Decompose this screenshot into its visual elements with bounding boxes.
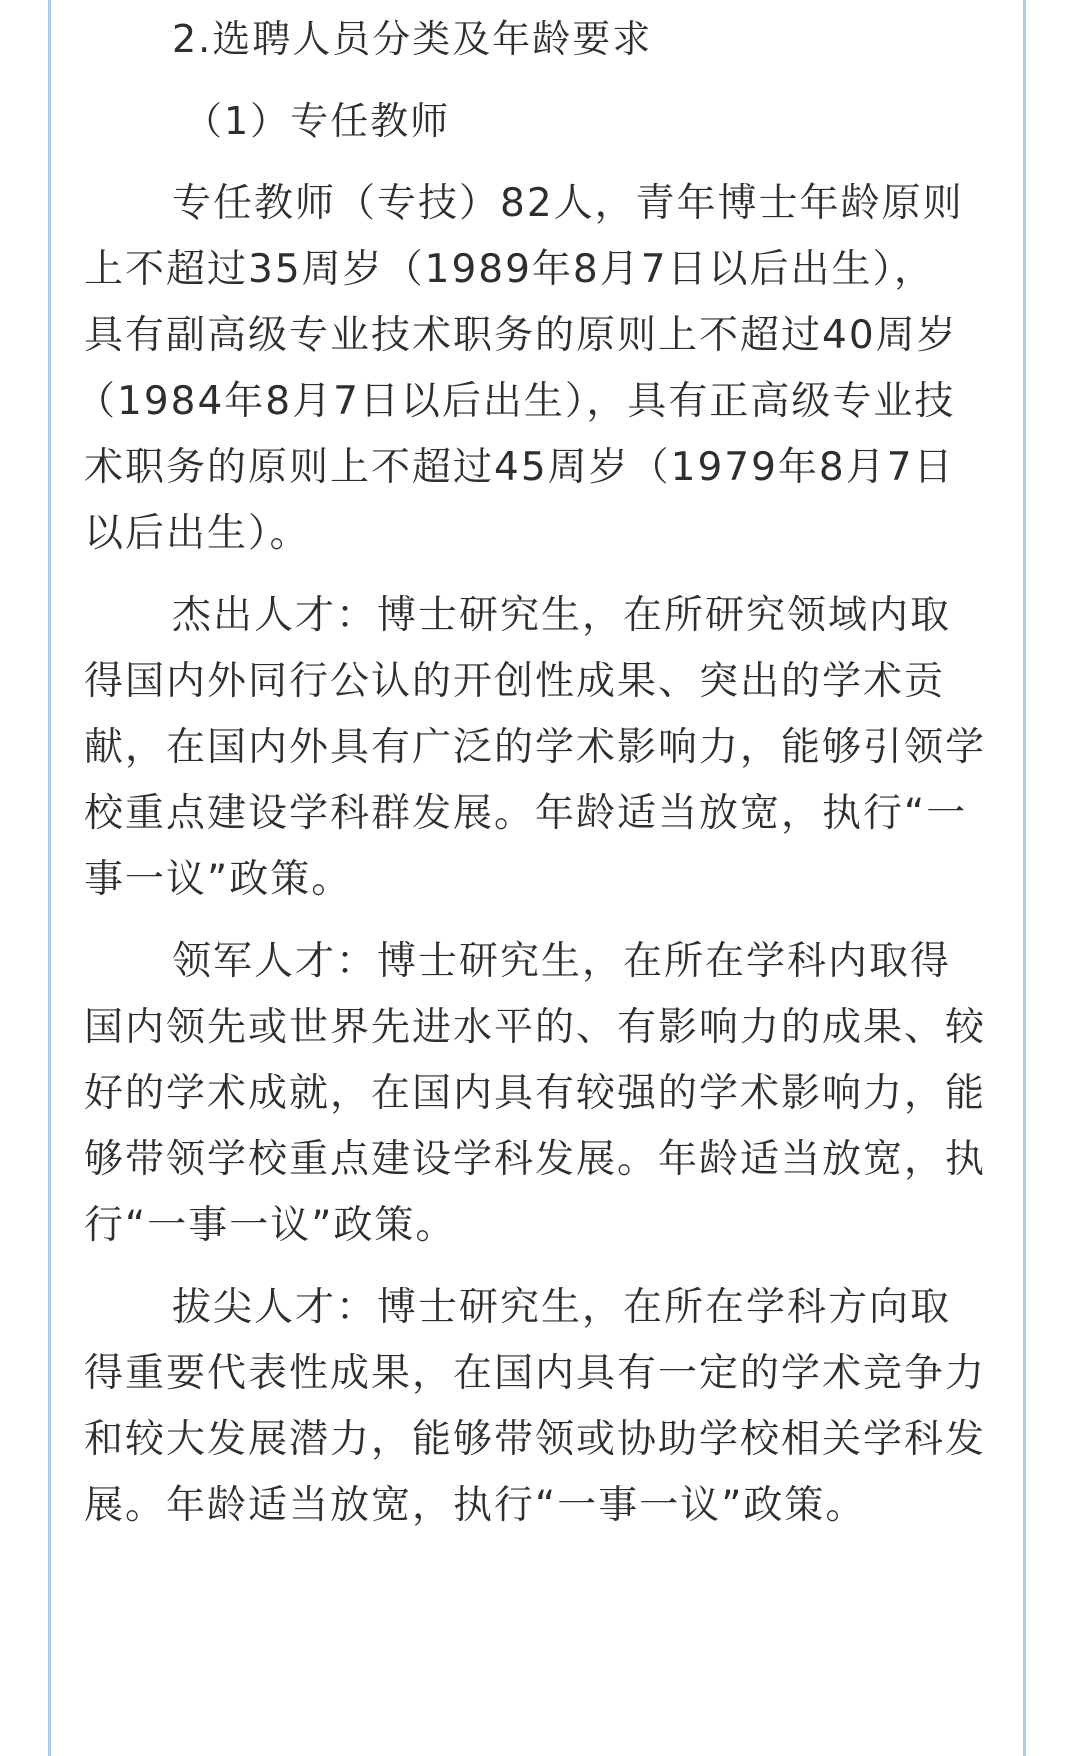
section-heading: 2.选聘人员分类及年龄要求 [172, 17, 653, 61]
paragraph-line: 专任教师（专技）82人，青年博士年龄原则 [172, 181, 964, 226]
subsection-heading: （1）专任教师 [184, 99, 451, 143]
paragraph-line: 好的学术成就，在国内具有较强的学术影响力，能 [84, 1071, 987, 1116]
paragraph-line: 术职务的原则上不超过45周岁（1979年8月7日 [84, 445, 955, 490]
paragraph-line: 拔尖人才：博士研究生，在所在学科方向取 [172, 1285, 952, 1330]
paragraph-line: 够带领学校重点建设学科发展。年龄适当放宽，执 [84, 1137, 987, 1182]
paragraph-line: 杰出人才：博士研究生，在所研究领域内取 [172, 593, 952, 638]
paragraph-line: 行“一事一议”政策。 [84, 1203, 457, 1248]
paragraph-line: 领军人才：博士研究生，在所在学科内取得 [172, 939, 952, 984]
paragraph-line: 得重要代表性成果，在国内具有一定的学术竞争力 [84, 1351, 987, 1396]
paragraph-line: 得国内外同行公认的开创性成果、突出的学术贡 [84, 659, 946, 704]
paragraph-line: 具有副高级专业技术职务的原则上不超过40周岁 [84, 313, 958, 358]
paragraph-line: 国内领先或世界先进水平的、有影响力的成果、较 [84, 1005, 987, 1050]
paragraph-line: 展。年龄适当放宽，执行“一事一议”政策。 [84, 1483, 867, 1528]
paragraph-line: 和较大发展潜力，能够带领或协助学校相关学科发 [84, 1417, 987, 1462]
paragraph-line: 以后出生）。 [84, 511, 311, 556]
paragraph-line: 事一议”政策。 [84, 857, 353, 902]
paragraph-line: 献，在国内外具有广泛的学术影响力，能够引领学 [84, 725, 987, 770]
paragraph-line: （1984年8月7日以后出生），具有正高级专业技 [76, 379, 956, 424]
paragraph-line: 上不超过35周岁（1989年8月7日以后出生）， [84, 247, 936, 292]
paragraph-line: 校重点建设学科群发展。年龄适当放宽，执行“一 [84, 791, 968, 836]
